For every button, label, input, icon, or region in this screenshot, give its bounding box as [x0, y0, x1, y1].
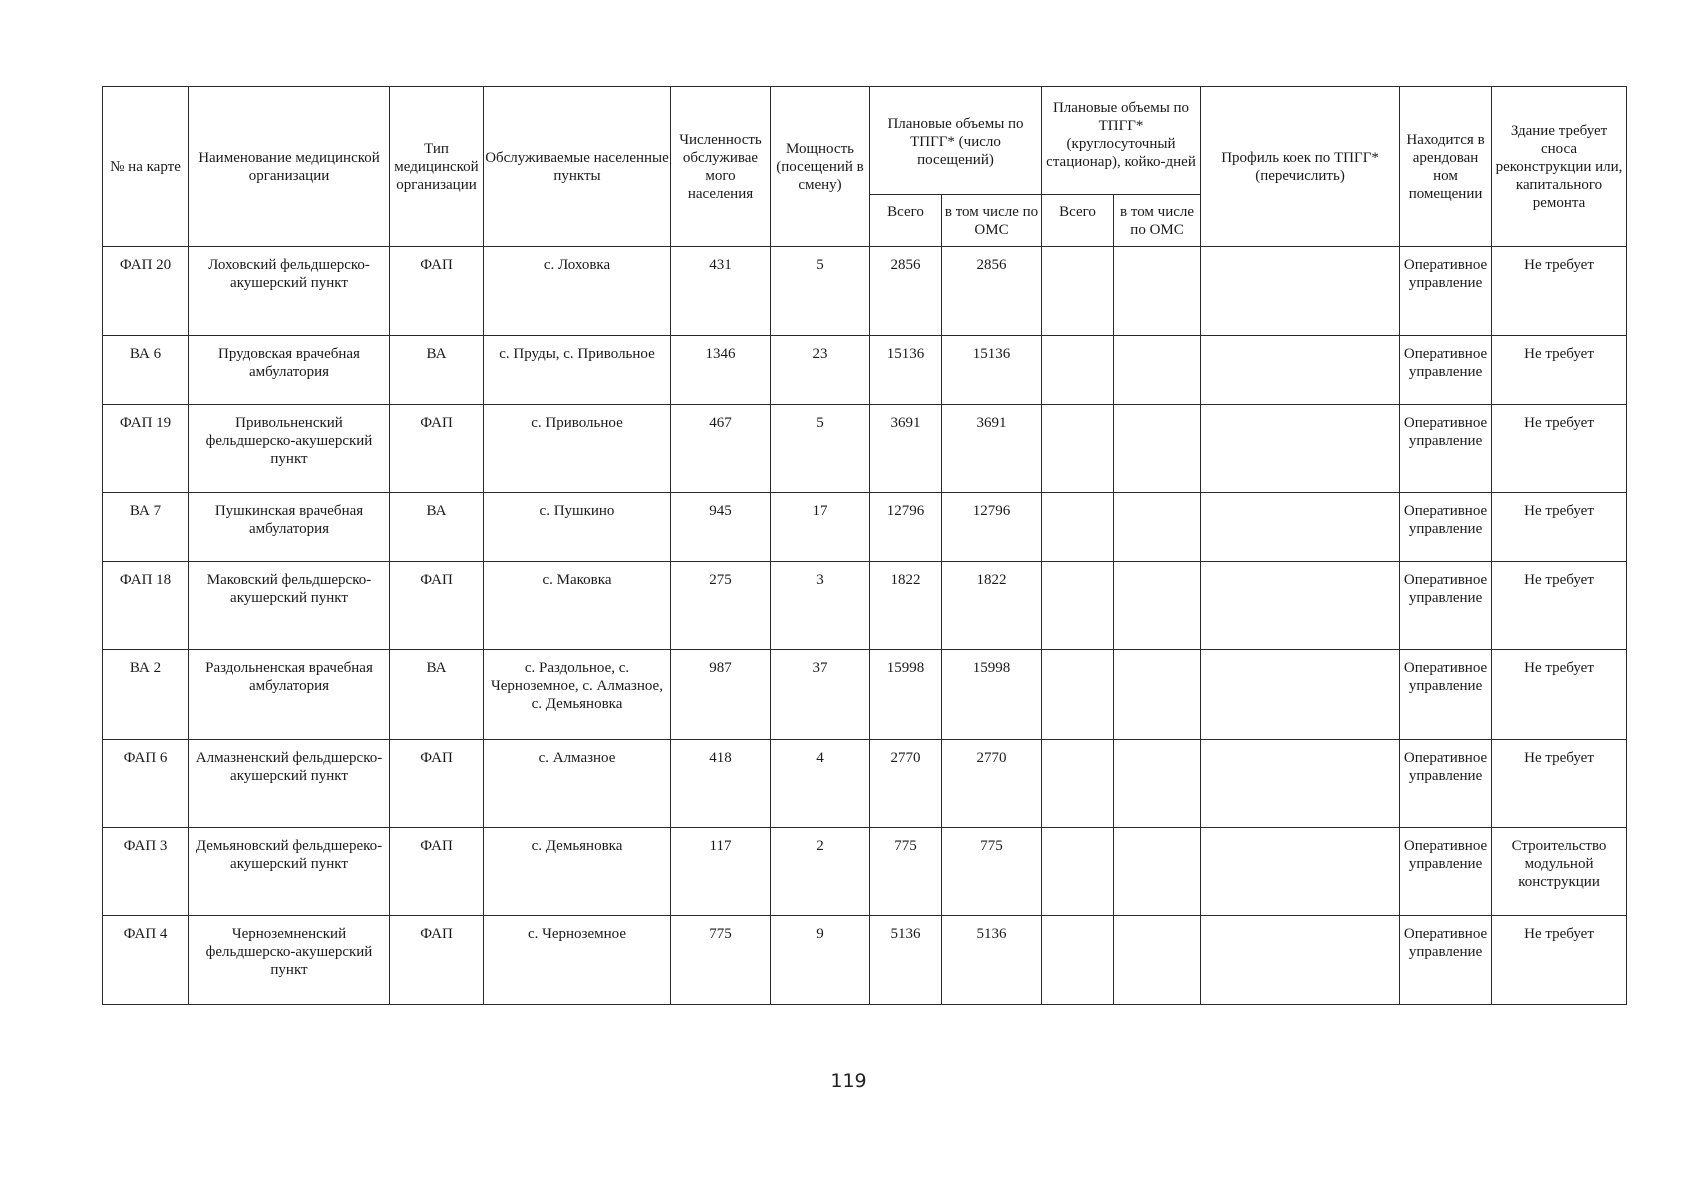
- header-beds-oms: в том числе по ОМС: [1114, 195, 1201, 247]
- table-row: [103, 562, 1627, 650]
- cell-settlements: с. Алмазное: [484, 740, 671, 828]
- cell-visits-total: 5136: [870, 916, 942, 1005]
- cell-renovation: Не требует: [1492, 562, 1627, 650]
- cell-map-no: ВА 6: [103, 336, 189, 405]
- cell-bed-profile: [1201, 405, 1400, 493]
- cell-population: 418: [671, 740, 771, 828]
- header-settlements: Обслуживаемые населенные пункты: [484, 87, 671, 247]
- cell-org-name: Пушкинская врачебная амбулатория: [189, 493, 390, 562]
- cell-visits-oms: 15136: [942, 336, 1042, 405]
- cell-premises: [1400, 562, 1492, 650]
- cell-beds-total: [1042, 336, 1114, 405]
- cell-premises: [1400, 740, 1492, 828]
- cell-visits-total: 1822: [870, 562, 942, 650]
- header-rented-premises: Находится в арендован ном помещении: [1400, 87, 1492, 247]
- table-row: [103, 336, 1627, 405]
- cell-settlements: с. Пушкино: [484, 493, 671, 562]
- cell-beds-oms: [1114, 828, 1201, 916]
- cell-org-type: ФАП: [390, 828, 484, 916]
- cell-bed-profile: [1201, 828, 1400, 916]
- cell-premises: [1400, 405, 1492, 493]
- cell-bed-profile: [1201, 562, 1400, 650]
- cell-renovation: Не требует: [1492, 493, 1627, 562]
- cell-org-name: Лоховский фельдшерско-акушерский пункт: [189, 247, 390, 336]
- premises-line-1: Оперативное: [1403, 750, 1488, 766]
- cell-settlements: с. Раздольное, с. Черноземное, с. Алмазное, с. Демьяновка: [484, 650, 671, 740]
- cell-population: 987: [671, 650, 771, 740]
- premises-line-1: Оперативное: [1403, 572, 1488, 588]
- table-header: [103, 87, 1627, 247]
- cell-capacity: 2: [771, 828, 870, 916]
- cell-settlements: с. Пруды, с. Привольное: [484, 336, 671, 405]
- cell-premises: [1400, 247, 1492, 336]
- cell-map-no: ФАП 19: [103, 405, 189, 493]
- cell-beds-oms: [1114, 247, 1201, 336]
- cell-visits-total: 2856: [870, 247, 942, 336]
- cell-population: 275: [671, 562, 771, 650]
- cell-capacity: 37: [771, 650, 870, 740]
- cell-bed-profile: [1201, 493, 1400, 562]
- premises-line-1: Оперативное: [1403, 926, 1488, 942]
- cell-map-no: ФАП 6: [103, 740, 189, 828]
- premises-line-2: управление: [1408, 768, 1483, 784]
- cell-map-no: ВА 2: [103, 650, 189, 740]
- cell-org-name: Алмазненский фельдшерско-акушерский пункт: [189, 740, 390, 828]
- cell-capacity: 5: [771, 247, 870, 336]
- cell-org-type: ВА: [390, 336, 484, 405]
- table-row: [103, 740, 1627, 828]
- cell-beds-oms: [1114, 493, 1201, 562]
- cell-org-type: ФАП: [390, 740, 484, 828]
- header-planned-bed-days: Плановые объемы по ТПГГ* (круглосуточный стационар), койко-дней: [1042, 87, 1201, 195]
- premises-line-2: управление: [1408, 521, 1483, 537]
- cell-org-name: Привольненский фельдшерско-акушерский пункт: [189, 405, 390, 493]
- premises-line-2: управление: [1408, 433, 1483, 449]
- cell-bed-profile: [1201, 740, 1400, 828]
- cell-bed-profile: [1201, 916, 1400, 1005]
- premises-line-1: Оперативное: [1403, 503, 1488, 519]
- cell-beds-total: [1042, 405, 1114, 493]
- cell-beds-oms: [1114, 405, 1201, 493]
- cell-renovation: Не требует: [1492, 336, 1627, 405]
- header-renovation: Здание требует сноса реконструкции или, капитального ремонта: [1492, 87, 1627, 247]
- premises-line-1: Оперативное: [1403, 415, 1488, 431]
- cell-beds-total: [1042, 493, 1114, 562]
- premises-line-2: управление: [1408, 678, 1483, 694]
- cell-premises: [1400, 916, 1492, 1005]
- cell-capacity: 17: [771, 493, 870, 562]
- cell-beds-oms: [1114, 916, 1201, 1005]
- header-map-no: № на карте: [103, 87, 189, 247]
- cell-population: 945: [671, 493, 771, 562]
- cell-capacity: 9: [771, 916, 870, 1005]
- cell-visits-total: 775: [870, 828, 942, 916]
- header-population: Численность обслуживае мого населения: [671, 87, 771, 247]
- cell-beds-total: [1042, 916, 1114, 1005]
- cell-capacity: 23: [771, 336, 870, 405]
- page-number: 119: [830, 1070, 867, 1092]
- cell-visits-oms: 1822: [942, 562, 1042, 650]
- cell-settlements: с. Лоховка: [484, 247, 671, 336]
- cell-population: 431: [671, 247, 771, 336]
- cell-visits-oms: 15998: [942, 650, 1042, 740]
- cell-population: 467: [671, 405, 771, 493]
- cell-map-no: ФАП 4: [103, 916, 189, 1005]
- cell-population: 1346: [671, 336, 771, 405]
- cell-premises: [1400, 650, 1492, 740]
- cell-beds-oms: [1114, 740, 1201, 828]
- cell-beds-oms: [1114, 650, 1201, 740]
- premises-line-2: управление: [1408, 590, 1483, 606]
- table-row: [103, 916, 1627, 1005]
- cell-org-name: Черноземненский фельдшерско-акушерский пункт: [189, 916, 390, 1005]
- cell-beds-total: [1042, 828, 1114, 916]
- cell-settlements: с. Демьяновка: [484, 828, 671, 916]
- cell-visits-oms: 3691: [942, 405, 1042, 493]
- cell-premises: [1400, 336, 1492, 405]
- cell-visits-oms: 775: [942, 828, 1042, 916]
- cell-capacity: 3: [771, 562, 870, 650]
- cell-renovation: Не требует: [1492, 405, 1627, 493]
- header-org-name: Наименование медицинской организации: [189, 87, 390, 247]
- cell-population: 117: [671, 828, 771, 916]
- cell-org-type: ФАП: [390, 405, 484, 493]
- cell-bed-profile: [1201, 336, 1400, 405]
- cell-map-no: ФАП 3: [103, 828, 189, 916]
- header-beds-total: Всего: [1042, 195, 1114, 247]
- cell-org-name: Прудовская врачебная амбулатория: [189, 336, 390, 405]
- cell-beds-total: [1042, 247, 1114, 336]
- cell-org-type: ФАП: [390, 247, 484, 336]
- cell-org-type: ВА: [390, 493, 484, 562]
- header-bed-profile: Профиль коек по ТПГГ* (перечислить): [1201, 87, 1400, 247]
- cell-visits-oms: 2856: [942, 247, 1042, 336]
- cell-bed-profile: [1201, 650, 1400, 740]
- header-planned-visits: Плановые объемы по ТПГГ* (число посещений): [870, 87, 1042, 195]
- cell-visits-oms: 2770: [942, 740, 1042, 828]
- header-capacity: Мощность (посещений в смену): [771, 87, 870, 247]
- cell-settlements: с. Маковка: [484, 562, 671, 650]
- table-row: [103, 650, 1627, 740]
- cell-beds-total: [1042, 740, 1114, 828]
- cell-renovation: Не требует: [1492, 247, 1627, 336]
- cell-premises: [1400, 828, 1492, 916]
- premises-line-1: Оперативное: [1403, 346, 1488, 362]
- cell-visits-total: 3691: [870, 405, 942, 493]
- cell-beds-total: [1042, 650, 1114, 740]
- cell-population: 775: [671, 916, 771, 1005]
- cell-visits-total: 12796: [870, 493, 942, 562]
- premises-line-1: Оперативное: [1403, 660, 1488, 676]
- cell-org-type: ФАП: [390, 562, 484, 650]
- header-org-type: Тип медицинской организации: [390, 87, 484, 247]
- table-row: [103, 493, 1627, 562]
- cell-renovation: Строительство модульной конструкции: [1492, 828, 1627, 916]
- cell-org-name: Демьяновский фельдшереко-акушерский пункт: [189, 828, 390, 916]
- cell-map-no: ФАП 18: [103, 562, 189, 650]
- cell-map-no: ФАП 20: [103, 247, 189, 336]
- health-facilities-table: [102, 86, 1627, 1005]
- cell-org-type: ВА: [390, 650, 484, 740]
- cell-beds-oms: [1114, 562, 1201, 650]
- cell-visits-total: 2770: [870, 740, 942, 828]
- cell-map-no: ВА 7: [103, 493, 189, 562]
- cell-capacity: 5: [771, 405, 870, 493]
- cell-beds-total: [1042, 562, 1114, 650]
- cell-visits-oms: 5136: [942, 916, 1042, 1005]
- cell-renovation: Не требует: [1492, 916, 1627, 1005]
- cell-premises: [1400, 493, 1492, 562]
- cell-capacity: 4: [771, 740, 870, 828]
- cell-org-type: ФАП: [390, 916, 484, 1005]
- header-visits-total: Всего: [870, 195, 942, 247]
- premises-line-1: Оперативное: [1403, 257, 1488, 273]
- premises-line-2: управление: [1408, 275, 1483, 291]
- cell-renovation: Не требует: [1492, 740, 1627, 828]
- cell-visits-total: 15998: [870, 650, 942, 740]
- cell-settlements: с. Привольное: [484, 405, 671, 493]
- table-row: [103, 405, 1627, 493]
- premises-line-2: управление: [1408, 364, 1483, 380]
- cell-visits-total: 15136: [870, 336, 942, 405]
- cell-bed-profile: [1201, 247, 1400, 336]
- cell-org-name: Раздольненская врачебная амбулатория: [189, 650, 390, 740]
- table-body: [103, 247, 1627, 1005]
- header-visits-oms: в том числе по ОМС: [942, 195, 1042, 247]
- table-row: [103, 828, 1627, 916]
- cell-visits-oms: 12796: [942, 493, 1042, 562]
- table-row: [103, 247, 1627, 336]
- cell-beds-oms: [1114, 336, 1201, 405]
- cell-renovation: Не требует: [1492, 650, 1627, 740]
- premises-line-2: управление: [1408, 944, 1483, 960]
- premises-line-2: управление: [1408, 856, 1483, 872]
- cell-org-name: Маковский фельдшерско-акушерский пункт: [189, 562, 390, 650]
- cell-settlements: с. Черноземное: [484, 916, 671, 1005]
- premises-line-1: Оперативное: [1403, 838, 1488, 854]
